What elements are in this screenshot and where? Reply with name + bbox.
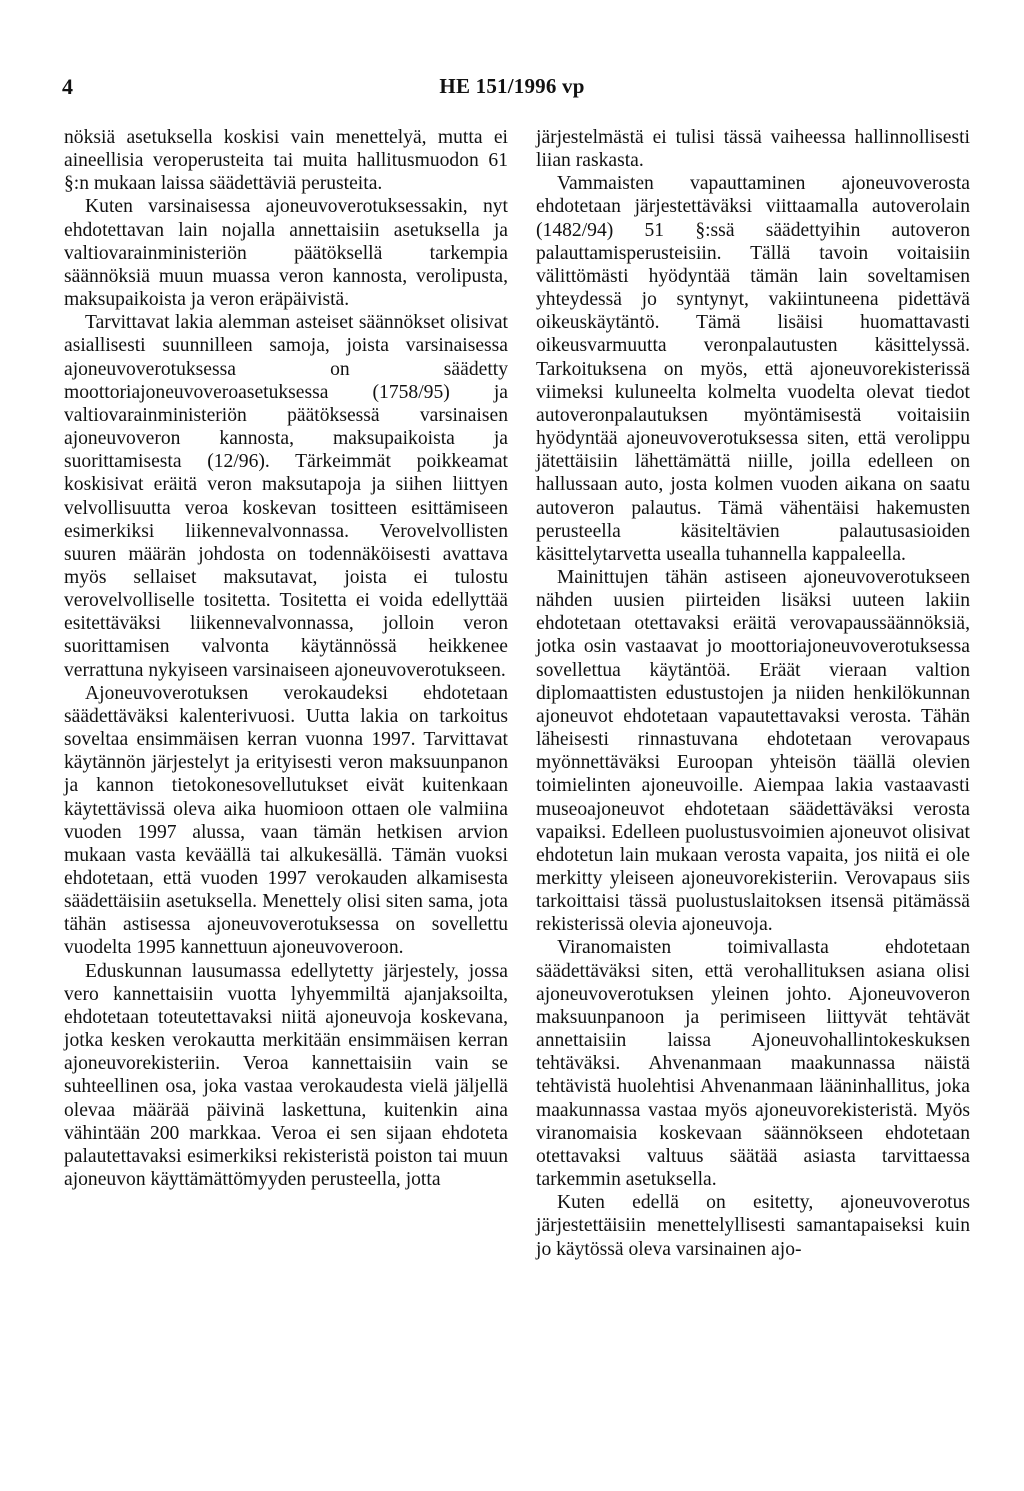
right-column [536,126,970,1261]
page-number: 4 [62,74,73,99]
paragraph: Eduskunnan lausumassa edellytetty järjestely, jossa vero kannettaisiin vuotta lyhyemmiltä ajanjaksoilta, ehdotetaan toteutettavaksi niitä ajoneuvoja koskevana, jotka kesken verokautta merkitään ensimmäisen kerran ajoneuvorekisteriin. Veroa kannettaisiin vain se suhteellinen osa, joka vastaa verokaudesta vielä jäljellä olevaa määrää päivinä laskettuna, kuitenkin aina vähintään 200 markkaa. Veroa ei sen sijaan ehdoteta palautettavaksi esimerkiksi rekisteristä poiston tai muun ajoneuvon käyttämättömyyden perusteella, jotta [64,960,508,1191]
paragraph: nöksiä asetuksella koskisi vain menettelyä, mutta ei aineellisia veroperusteita tai muita hallitusmuodon 61 §:n mukaan laissa säädettäviä perusteita. [64,127,508,195]
paragraph: Mainittujen tähän astiseen ajoneuvoverotukseen nähden uusien piirteiden lisäksi uuteen lakiin ehdotetaan otettavaksi eräitä verovapaussäännöksiä, jotka osin vastaavat jo moottoriajoneuvoverotuksessa sovellettua käytäntöä. Eräät vieraan valtion diplomaattisten edustustojen ja niiden henkilökunnan ajoneuvot ehdotetaan vapautettavaksi verosta. Tähän läheisesti rinnastuvana ehdotetaan verovapaus myönnettäväksi Euroopan yhteisön täällä olevien toimielinten ajoneuvoille. Aiempaa lakia vastaavasti museoajoneuvot ehdotetaan säädettäväksi verosta vapaiksi. Edelleen puolustusvoimien ajoneuvot olisivat ehdotetun lain mukaan verosta vapaita, jos niitä ei ole merkitty yleiseen ajoneuvorekisteriin. Verovapaus siis tarkoittaisi tässä puolustuslaitoksen itsensä pitämässä rekisterissä olevia ajoneuvoja. [536,566,970,936]
left-column [64,126,508,1191]
page-header [62,74,962,104]
paragraph: Tarvittavat lakia alemman asteiset säännökset olisivat asiallisesti suunnilleen samoja, joista varsinaisessa ajoneuvoverotuksessa on säädetty moottoriajoneuvoveroasetuksessa (1758/95) ja valtiovarainministeriön päätöksessä varsinaisen ajoneuvoveron kannosta, maksupaikoista ja suorittamisesta (12/96). Tärkeimmät poikkeamat koskisivat eräitä veron maksutapoja ja siihen liittyen velvollisuutta veroa koskevan tositteen esittämiseen esimerkiksi liikennevalvonnassa. Verovelvollisten suuren määrän johdosta on todennäköisesti avattava myös sellaiset maksutavat, joista ei tulostu verovelvolliselle tositetta. Tositetta ei voida edellyttää esitettäväksi liikennevalvonnassa, jolloin veron suorittamisen valvonta käytännössä heikkenee verrattuna nykyiseen varsinaiseen ajoneuvoverotukseen. [64,312,508,681]
paragraph: Kuten edellä on esitetty, ajoneuvoverotus järjestettäisiin menettelyllisesti samantapaiseksi kuin jo käytössä oleva varsinainen ajo- [536,1192,970,1260]
paragraph: järjestelmästä ei tulisi tässä vaiheessa hallinnollisesti liian raskasta. [536,127,970,172]
paragraph: Viranomaisten toimivallasta ehdotetaan säädettäväksi siten, että verohallituksen asiana olisi ajoneuvoverotuksen yleinen johto. Ajoneuvoveron maksuunpanoon ja perimiseen liittyvät tehtävät annettaisiin laissa Ajoneuvohallintokeskuksen tehtäväksi. Ahvenanmaan maakunnassa näistä tehtävistä huolehtisi Ahvenanmaan lääninhallitus, joka maakunnassa vastaa myös ajoneuvorekisteristä. Myös viranomaisia koskevaan säännökseen ehdotetaan otettavaksi valtuus säätää asiasta tarvittaessa tarkemmin asetuksella. [536,937,970,1191]
paragraph: Vammaisten vapauttaminen ajoneuvoverosta ehdotetaan järjestettäväksi viittaamalla autoverolain (1482/94) 51 §:ssä säädettyihin autoveron palauttamisperusteisiin. Tällä tavoin voitaisiin välittömästi hyödyntää tämän lain soveltamisen yhteydessä jo syntynyt, vakiintuneena pidettävä oikeuskäytäntö. Tämä lisäisi huomattavasti oikeusvarmuutta veronpalautusten käsittelyssä. Tarkoituksena on myös, että ajoneuvorekisterissä viimeksi kuluneelta kolmelta vuodelta olevat tiedot autoveronpalautuksen myöntämisestä voitaisiin hyödyntää ajoneuvoverotuksessa siten, että verolippu jätettäisiin lähettämättä niille, joilla edelleen on hallussaan auto, josta kolmen vuoden aikana on saatu autoveron palautus. Tämä vähentäisi hakemusten perusteella käsiteltävien palautusasioiden käsittelytarvetta usealla tuhannella kappaleella. [536,173,970,565]
paragraph: Kuten varsinaisessa ajoneuvoverotuksessakin, nyt ehdotettavan lain nojalla annettaisiin asetuksella ja valtiovarainministeriön päätöksellä tarkempia säännöksiä muun muassa veron kannosta, verolipusta, maksupaikoista ja veron eräpäivistä. [64,196,508,311]
paragraph: Ajoneuvoverotuksen verokaudeksi ehdotetaan säädettäväksi kalenterivuosi. Uutta lakia on tarkoitus soveltaa ensimmäisen kerran vuonna 1997. Tarvittavat käytännön järjestelyt ja erityisesti veron maksuunpanon ja kannon tietokonesovellutukset eivät kuitenkaan käytettävissä oleva aika huomioon ottaen ole valmiina vuoden 1997 alussa, vaan tämän hetkisen arvion mukaan vasta keväällä tai alkukesällä. Tämän vuoksi ehdotetaan, että vuoden 1997 verokauden alkamisesta säädettäisiin asetuksella. Menettely olisi siten sama, jota tähän astisessa ajoneuvoverotuksessa on sovellettu vuodelta 1995 kannettuun ajoneuvoveroon. [64,682,508,959]
document-id: HE 151/1996 vp [439,74,585,98]
